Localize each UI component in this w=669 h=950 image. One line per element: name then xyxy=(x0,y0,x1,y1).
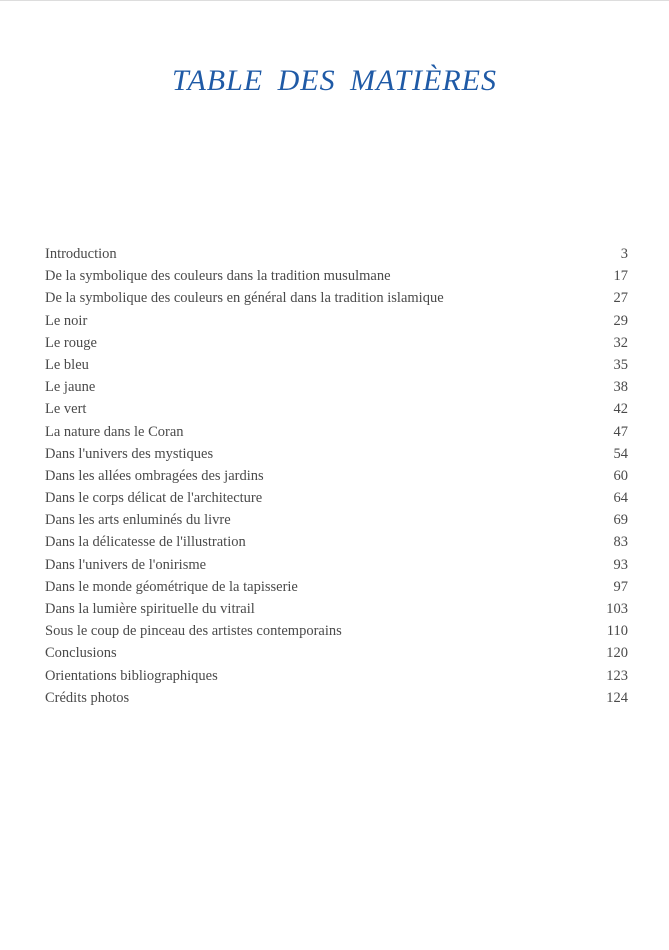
toc-entry xyxy=(45,465,628,487)
toc-entry xyxy=(45,531,628,553)
toc-entry-label: De la symbolique des couleurs dans la tradition musulmane xyxy=(45,268,391,285)
toc-entry-label: Le bleu xyxy=(45,356,89,373)
toc-entry-label: Dans les allées ombragées des jardins xyxy=(45,467,264,484)
toc-entry xyxy=(45,576,628,598)
toc-entry xyxy=(45,665,628,687)
toc-entry-label: Le vert xyxy=(45,401,87,418)
toc-entry xyxy=(45,443,628,465)
toc-entry-page: 17 xyxy=(613,268,628,285)
toc-entry-page: 124 xyxy=(606,689,628,706)
toc-entry-label: Dans les arts enluminés du livre xyxy=(45,512,231,529)
toc-entry-label: Le noir xyxy=(45,312,88,329)
toc-entry xyxy=(45,265,628,287)
toc-entry-label: Crédits photos xyxy=(45,689,130,706)
toc-entry xyxy=(45,554,628,576)
toc-entry-page: 32 xyxy=(613,334,628,351)
toc-entry xyxy=(45,421,628,443)
toc-entry-page: 42 xyxy=(613,401,628,418)
toc-entry-page: 29 xyxy=(613,312,628,329)
toc-entry-label: Le jaune xyxy=(45,379,96,396)
toc-entry-label: Dans la délicatesse de l'illustration xyxy=(45,534,246,551)
toc-entry-label: Dans le monde géométrique de la tapisserie xyxy=(45,578,298,595)
toc-entry-page: 69 xyxy=(613,512,628,529)
toc-entry-page: 110 xyxy=(606,623,628,640)
toc-entry-page: 27 xyxy=(613,290,628,307)
toc-entry-label: Dans le corps délicat de l'architecture xyxy=(45,490,263,507)
toc-entry xyxy=(45,509,628,531)
toc-entry-page: 47 xyxy=(613,423,628,440)
toc-entry xyxy=(45,376,628,398)
toc-entry xyxy=(45,310,628,332)
toc-entry xyxy=(45,354,628,376)
page-title: TABLE DES MATIÈRES xyxy=(172,64,497,97)
toc-entry xyxy=(45,243,628,265)
toc-entry-page: 64 xyxy=(613,490,628,507)
toc-entry-page: 83 xyxy=(613,534,628,551)
toc-entry xyxy=(45,598,628,620)
toc-entry-label: Dans l'univers des mystiques xyxy=(45,445,214,462)
table-of-contents xyxy=(45,243,628,709)
toc-entry-label: De la symbolique des couleurs en général dans la tradition islamique xyxy=(45,290,444,307)
toc-entry-label: Conclusions xyxy=(45,645,117,662)
toc-entry-page: 103 xyxy=(606,601,628,617)
toc-entry-label: La nature dans le Coran xyxy=(45,423,184,440)
toc-entry-label: Dans la lumière spirituelle du vitrail xyxy=(45,601,255,617)
toc-entry-label: Le rouge xyxy=(45,334,97,351)
toc-entry-label: Orientations bibliographiques xyxy=(45,667,218,684)
toc-entry-page: 38 xyxy=(613,379,628,396)
toc-entry-page: 93 xyxy=(613,556,628,573)
toc-entry-page: 35 xyxy=(613,356,628,373)
toc-entry-page: 97 xyxy=(613,578,628,595)
toc-entry xyxy=(45,687,628,709)
toc-entry-label: Sous le coup de pinceau des artistes contemporains xyxy=(45,623,342,640)
toc-entry xyxy=(45,620,628,642)
toc-entry xyxy=(45,332,628,354)
toc-entry xyxy=(45,287,628,309)
toc-entry-page: 3 xyxy=(620,246,628,262)
toc-entry-page: 123 xyxy=(606,667,628,684)
toc-entry-page: 120 xyxy=(606,645,628,662)
toc-entry-page: 60 xyxy=(613,467,628,484)
toc-entry-label: Dans l'univers de l'onirisme xyxy=(45,556,207,573)
toc-entry xyxy=(45,642,628,664)
page-edge xyxy=(0,0,669,1)
toc-entry xyxy=(45,398,628,420)
toc-entry-label: Introduction xyxy=(45,246,117,262)
toc-entry xyxy=(45,487,628,509)
toc-entry-page: 54 xyxy=(613,445,628,462)
